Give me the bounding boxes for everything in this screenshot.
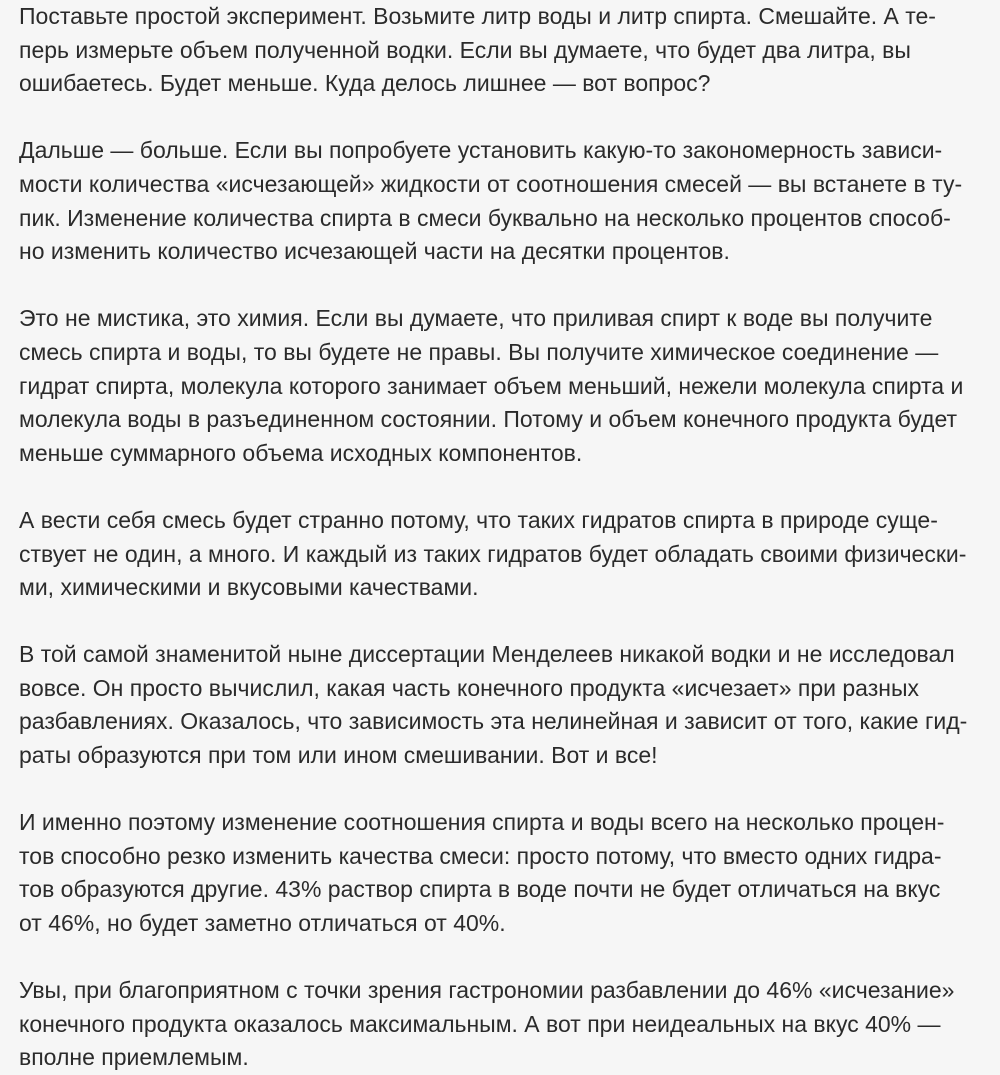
text-line: но изменить количество исчезающей части на десятки процентов.	[19, 238, 730, 265]
text-line: пик. Изменение количества спирта в смеси буквально на несколько процентов способ-	[19, 204, 951, 231]
text-line: ошибаетесь. Будет меньше. Куда делось лишнее — вот вопрос?	[19, 70, 711, 97]
text-line: Это не мистика, это химия. Если вы думаете, что приливая спирт к воде вы получите	[19, 305, 933, 332]
paragraph-dead-end	[19, 134, 981, 268]
text-line: тов образуются другие. 43% раствор спирта в воде почти не будет отличаться на вкус	[19, 876, 941, 903]
text-line: ми, химическими и вкусовыми качествами.	[19, 574, 479, 601]
paragraph-gap	[19, 605, 981, 639]
paragraph-experiment	[19, 0, 981, 101]
text-line: конечного продукта оказалось максимальным. А вот при неидеальных на вкус 40% —	[19, 1010, 941, 1037]
paragraph-gap	[19, 269, 981, 303]
paragraph-gap	[19, 941, 981, 975]
paragraph-gap	[19, 470, 981, 504]
paragraph-ratio	[19, 806, 981, 940]
text-line: смесь спирта и воды, то вы будете не правы. Вы получите химическое соединение —	[19, 338, 939, 365]
text-line: меньше суммарного объема исходных компонентов.	[19, 439, 583, 466]
text-line: молекула воды в разъединенном состоянии. Потому и объем конечного продукта будет	[19, 406, 958, 433]
paragraph-conclusion	[19, 974, 981, 1075]
article-body	[19, 0, 981, 1075]
text-line: тов способно резко изменить качества смеси: просто потому, что вместо одних гидра-	[19, 842, 942, 869]
text-line: гидрат спирта, молекула которого занимает объем меньший, нежели молекула спирта и	[19, 372, 964, 399]
paragraph-chemistry	[19, 302, 981, 470]
text-line: от 46%, но будет заметно отличаться от 40%.	[19, 910, 506, 937]
text-line: раты образуются при том или ином смешивании. Вот и все!	[19, 742, 658, 769]
text-line: разбавлениях. Оказалось, что зависимость эта нелинейная и зависит от того, какие гид-	[19, 708, 968, 735]
paragraph-mendeleev	[19, 638, 981, 772]
text-line: Дальше — больше. Если вы попробуете установить какую-то закономерность зависи-	[19, 137, 943, 164]
text-line: В той самой знаменитой ныне диссертации Менделеев никакой водки и не исследовал	[19, 641, 955, 668]
text-line: перь измерьте объем полученной водки. Если вы думаете, что будет два литра, вы	[19, 36, 911, 63]
paragraph-gap	[19, 101, 981, 135]
text-line: вовсе. Он просто вычислил, какая часть конечного продукта «исчезает» при разных	[19, 674, 919, 701]
text-line: ствует не один, а много. И каждый из таких гидратов будет обладать своими физически-	[19, 540, 967, 567]
text-line: Увы, при благоприятном с точки зрения гастрономии разбавлении до 46% «исчезание»	[19, 977, 955, 1004]
text-line: И именно поэтому изменение соотношения спирта и воды всего на несколько процен-	[19, 809, 945, 836]
paragraph-gap	[19, 773, 981, 807]
text-line: Поставьте простой эксперимент. Возьмите литр воды и литр спирта. Смешайте. А те-	[19, 3, 936, 29]
text-line: вполне приемлемым.	[19, 1044, 249, 1071]
text-line: А вести себя смесь будет странно потому, что таких гидратов спирта в природе суще-	[19, 506, 938, 533]
paragraph-hydrates	[19, 504, 981, 605]
text-line: мости количества «исчезающей» жидкости от соотношения смесей — вы встанете в ту-	[19, 170, 963, 197]
